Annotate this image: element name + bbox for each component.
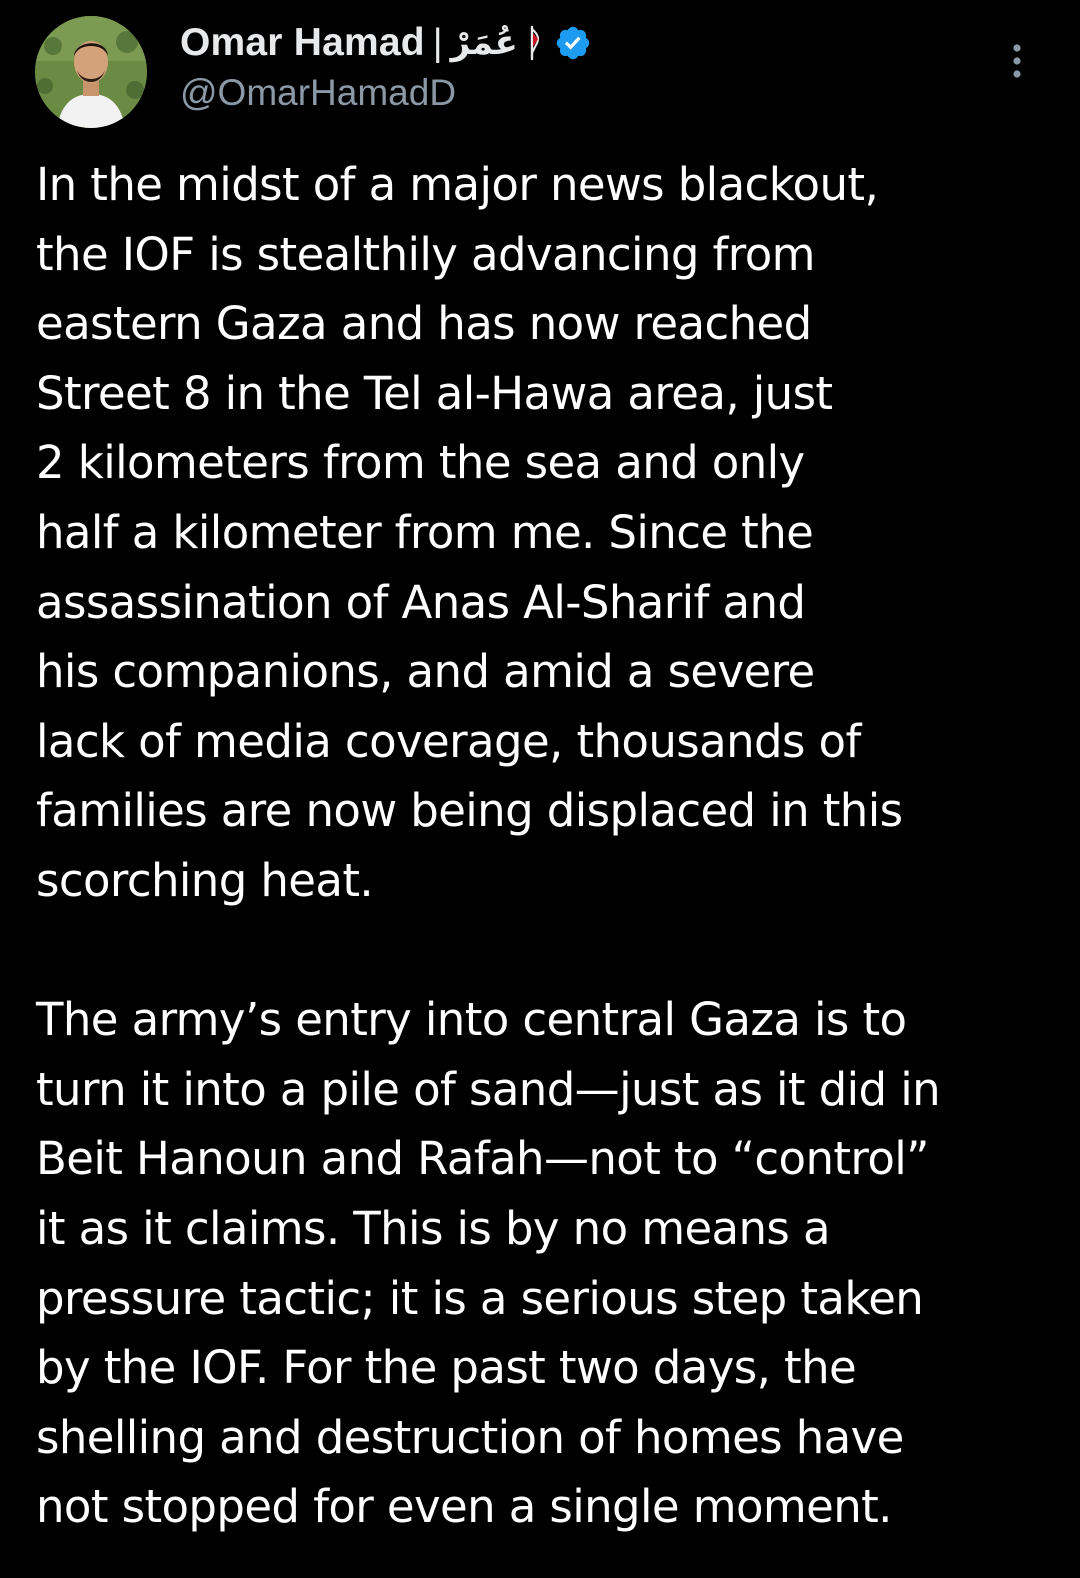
author-name-row[interactable] xyxy=(180,18,592,68)
avatar[interactable] xyxy=(35,16,147,128)
profile-photo-icon xyxy=(35,16,147,128)
tweet-text-line: his companions, and amid a severe xyxy=(36,645,815,699)
tweet-text-line: 2 kilometers from the sea and only xyxy=(36,436,805,490)
palestine-flag-icon xyxy=(528,25,546,61)
name-separator: | xyxy=(432,21,443,64)
tweet-text-line: the IOF is stealthily advancing from xyxy=(36,227,815,281)
tweet-text-line: not stopped for even a single moment. xyxy=(36,1480,892,1534)
tweet-text-line: half a kilometer from me. Since the xyxy=(36,505,814,559)
tweet-text-line: shelling and destruction of homes have xyxy=(36,1410,904,1464)
verified-badge-icon[interactable] xyxy=(554,24,592,62)
tweet-text-line: it as it claims. This is by no means a xyxy=(36,1201,830,1255)
tweet-text-line: Beit Hanoun and Rafah—not to “control” xyxy=(36,1132,929,1186)
tweet-text-line: Street 8 in the Tel al-Hawa area, just xyxy=(36,366,833,420)
paragraph-gap xyxy=(36,916,1056,986)
more-vertical-icon xyxy=(1010,42,1024,80)
tweet-text-line: families are now being displaced in this xyxy=(36,784,903,838)
arabic-name: عُمَرْ xyxy=(450,23,518,63)
more-options-button[interactable] xyxy=(1002,40,1032,82)
tweet-text-line: In the midst of a major news blackout, xyxy=(36,158,879,211)
tweet-text xyxy=(36,150,1056,1542)
tweet-text-line: eastern Gaza and has now reached xyxy=(36,297,812,351)
tweet-text-line: turn it into a pile of sand—just as it did in xyxy=(36,1062,941,1116)
tweet-text-line: by the IOF. For the past two days, the xyxy=(36,1341,857,1395)
author-handle[interactable]: @OmarHamadD xyxy=(180,72,457,113)
tweet-text-line: scorching heat. xyxy=(36,853,374,907)
tweet-text-line: assassination of Anas Al-Sharif and xyxy=(36,575,806,629)
tweet-text-line: pressure tactic; it is a serious step taken xyxy=(36,1271,924,1325)
tweet-text-line: lack of media coverage, thousands of xyxy=(36,714,861,768)
tweet-text-line: The army’s entry into central Gaza is to xyxy=(36,993,907,1047)
display-name[interactable]: Omar Hamad xyxy=(180,21,425,64)
